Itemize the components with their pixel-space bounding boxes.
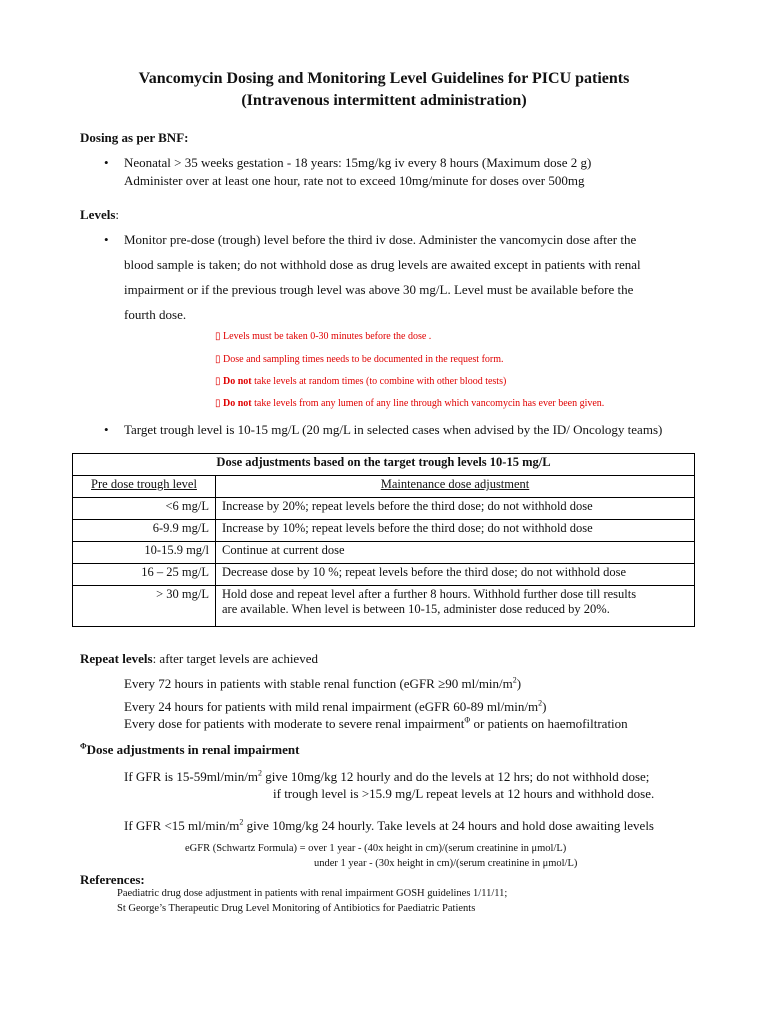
levels-para-line: Monitor pre-dose (trough) level before the third iv dose. Administer the vancomycin dose after the [124, 232, 637, 247]
document-title: Vancomycin Dosing and Monitoring Level Guidelines for PICU patients [138, 70, 630, 87]
target-trough-text: Target trough level is 10-15 mg/L (20 mg/L in selected cases when advised by the ID/ Oncology teams) [124, 422, 663, 437]
dose-adjustment-table [72, 453, 695, 627]
dosing-heading: Dosing as per BNF: [80, 130, 189, 145]
adjustment-cell: Continue at current dose [216, 542, 695, 564]
levels-para-line: impairment or if the previous trough level was above 30 mg/L. Level must be available before the [124, 282, 634, 297]
trough-level-cell: 10-15.9 mg/l [73, 542, 216, 564]
reference-item: St George’s Therapeutic Drug Level Monitoring of Antibiotics for Paediatric Patients [117, 903, 476, 914]
renal-heading: $^\Phi$Dose adjustments in renal impairment [80, 741, 300, 757]
bullet-icon: • [104, 155, 109, 170]
column-header: Pre dose trough level [73, 476, 216, 498]
checkbox-icon: ▯ [215, 376, 221, 387]
bullet-icon: • [104, 422, 109, 437]
repeat-levels-heading: Repeat levels: after target levels are achieved [80, 651, 318, 666]
levels-para-line: fourth dose. [124, 307, 187, 322]
dosing-line-1: Neonatal > 35 weeks gestation - 18 years: 15mg/kg iv every 8 hours (Maximum dose 2 g) [124, 155, 592, 170]
renal-line-2: if trough level is >15.9 mg/L repeat levels at 12 hours and withhold dose. [273, 786, 655, 801]
checkbox-icon: ▯ [215, 354, 221, 365]
table-header-row [73, 476, 695, 498]
levels-para-line: blood sample is taken; do not withhold dose as drug levels are awaited except in patients with renal [124, 257, 641, 272]
trough-level-cell: > 30 mg/L [73, 586, 216, 627]
levels-note: ▯ Dose and sampling times needs to be documented in the request form. [215, 354, 504, 365]
checkbox-icon: ▯ [215, 331, 221, 342]
table-row [73, 498, 695, 520]
repeat-line-3: Every dose for patients with moderate to severe renal impairment$^\Phi$ or patients on haemofiltration [124, 715, 628, 731]
table-row [73, 564, 695, 586]
dosing-line-2: Administer over at least one hour, rate not to exceed 10mg/minute for doses over 500mg [124, 173, 585, 188]
repeat-line-2: Every 24 hours for patients with mild renal impairment (eGFR 60-89 $ml/\min/m^2$) [124, 698, 547, 714]
levels-heading: Levels: [80, 207, 120, 222]
references-heading: References: [80, 872, 145, 887]
reference-item: Paediatric drug dose adjustment in patients with renal impairment GOSH guidelines 1/11/11; [117, 888, 508, 899]
table-title: Dose adjustments based on the target trough levels 10-15 mg/L [73, 454, 695, 476]
formula-under-1-year: under 1 year - (30x height in cm)/(serum creatinine in μmol/L) [314, 858, 578, 869]
adjustment-cell: Hold dose and repeat level after a further 8 hours. Withhold further dose till results are available. When level is between 10-15, administer dose reduced by 20%. [216, 586, 695, 627]
table-title-row [73, 454, 695, 476]
levels-note: ▯ Do not take levels at random times (to combine with other blood tests) [215, 376, 507, 387]
adjustment-cell: Decrease dose by 10 %; repeat levels before the third dose; do not withhold dose [216, 564, 695, 586]
repeat-line-1: Every 72 hours in patients with stable renal function (eGFR ≥90 $ml/\min/m^2$) [124, 675, 522, 691]
document-subtitle: (Intravenous intermittent administration) [241, 92, 527, 109]
renal-line-1: If GFR is $15-59ml/\min/m^2$ give 10mg/kg 12 hourly and do the levels at 12 hrs; do not withhold dose; [124, 768, 650, 784]
checkbox-icon: ▯ [215, 398, 221, 409]
table-row [73, 586, 695, 627]
trough-level-cell: 6-9.9 mg/L [73, 520, 216, 542]
bullet-icon: • [104, 232, 109, 247]
renal-line-3: If GFR <15 $ml/\min/m^2$ give 10mg/kg 24 hourly. Take levels at 24 hours and hold dose awaiting levels [124, 817, 654, 833]
column-header: Maintenance dose adjustment [216, 476, 695, 498]
formula-over-1-year: eGFR (Schwartz Formula) = over 1 year - (40x height in cm)/(serum creatinine in μmol/L) [185, 843, 567, 854]
levels-note: ▯ Do not take levels from any lumen of any line through which vancomycin has ever been given. [215, 398, 605, 409]
trough-level-cell: 16 – 25 mg/L [73, 564, 216, 586]
table-row [73, 542, 695, 564]
table-row [73, 520, 695, 542]
adjustment-cell: Increase by 10%; repeat levels before the third dose; do not withhold dose [216, 520, 695, 542]
trough-level-cell: <6 mg/L [73, 498, 216, 520]
adjustment-cell: Increase by 20%; repeat levels before the third dose; do not withhold dose [216, 498, 695, 520]
levels-note: ▯ Levels must be taken 0-30 minutes before the dose . [215, 331, 432, 342]
